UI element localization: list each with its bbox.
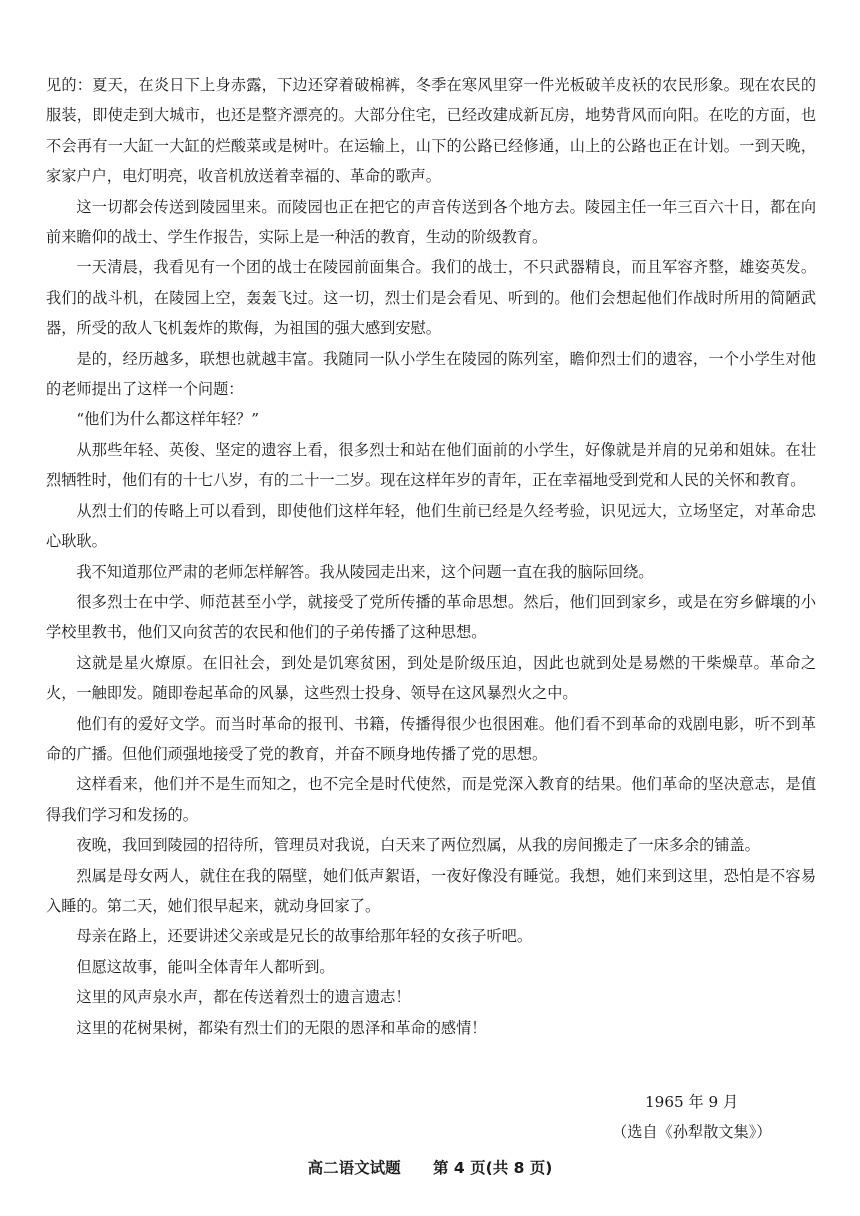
paragraph: 这一切都会传送到陵园里来。而陵园也正在把它的声音传送到各个地方去。陵园主任一年三百六十日，都在向前来瞻仰的战士、学生作报告，实际上是一种活的教育，生动的阶级教育。 xyxy=(46,197,816,247)
paragraph: 烈属是母女两人，就住在我的隔壁，她们低声絮语，一夜好像没有睡觉。我想，她们来到这里，恐怕是不容易入睡的。第二天，她们很早起来，就动身回家了。 xyxy=(46,866,816,915)
paragraph: 这里的风声泉水声，都在传送着烈士的遗言遗志！ xyxy=(76,988,411,1007)
paragraph: 这里的花树果树，都染有烈士们的无限的恩泽和革命的感情！ xyxy=(76,1018,487,1037)
article-date: 1965 年 9 月 xyxy=(645,1093,739,1111)
paragraph: 这样看来，他们并不是生而知之，也不完全是时代使然，而是党深入教育的结果。他们革命的坚决意志，是值得我们学习和发扬的。 xyxy=(46,775,816,824)
article-source: （选自《孙犁散文集》） xyxy=(612,1123,772,1141)
paragraph: 我不知道那位严肃的老师怎样解答。我从陵园走出来，这个问题一直在我的脑际回绕。 xyxy=(76,562,654,581)
paragraph: 一天清晨，我看见有一个团的战士在陵园前面集合。我们的战士，不只武器精良，而且军容齐整，雄姿英发。我们的战斗机，在陵园上空，轰轰飞过。这一切，烈士们是会看见、听到的。他们会想起他们作战时所用的简陋武器，所受的敌人飞机轰炸的欺侮，为祖国的强大感到安慰。 xyxy=(46,258,816,338)
paragraph: 母亲在路上，还要讲述父亲或是兄长的故事给那年轻的女孩子听吧。 xyxy=(76,927,533,946)
paragraph: 从那些年轻、英俊、坚定的遗容上看，很多烈士和站在他们面前的小学生，好像就是并肩的兄弟和姐妹。在壮烈牺牲时，他们有的十七八岁，有的二十一二岁。现在这样年岁的青年，正在幸福地受到党和人民的关怀和教育。 xyxy=(46,440,816,490)
footer-subject: 高二语文试题 xyxy=(307,1159,401,1177)
paragraph: 这就是星火燎原。在旧社会，到处是饥寒贫困，到处是阶级压迫，因此也就到处是易燃的干柴燥草。革命之火，一触即发。随即卷起革命的风暴，这些烈士投身、领导在这风暴烈火之中。 xyxy=(46,653,816,703)
page-footer xyxy=(0,1156,860,1178)
article-body xyxy=(46,70,816,1043)
paragraph: 是的，经历越多，联想也就越丰富。我随同一队小学生在陵园的陈列室，瞻仰烈士们的遗容，一个小学生对他的老师提出了这样一个问题： xyxy=(46,349,816,399)
paragraph: “他们为什么都这样年轻？” xyxy=(76,410,259,429)
paragraph: 夜晚，我回到陵园的招待所，管理员对我说，白天来了两位烈属，从我的房间搬走了一床多余的铺盖。 xyxy=(76,836,760,855)
paragraph: 但愿这故事，能叫全体青年人都听到。 xyxy=(76,957,335,976)
paragraph: 他们有的爱好文学。而当时革命的报刊、书籍，传播得很少也很困难。他们看不到革命的戏剧电影，听不到革命的广播。但他们顽强地接受了党的教育，并奋不顾身地传播了党的思想。 xyxy=(46,714,816,763)
footer-page-number: 第 4 页(共 8 页) xyxy=(433,1159,553,1177)
paragraph: 见的：夏天，在炎日下上身赤露，下边还穿着破棉裤，冬季在寒风里穿一件光板破羊皮袄的农民形象。现在农民的服装，即使走到大城市，也还是整齐漂亮的。大部分住宅，已经改建成新瓦房，地势背风而向阳。在吃的方面，也不会再有一大缸一大缸的烂酸菜或是树叶。在运输上，山下的公路已经修通，山上的公路也正在计划。一到天晚，家家户户，电灯明亮，收音机放送着幸福的、革命的歌声。 xyxy=(46,76,816,186)
paragraph: 从烈士们的传略上可以看到，即使他们这样年轻，他们生前已经是久经考验，识见远大，立场坚定，对革命忠心耿耿。 xyxy=(46,501,816,551)
paragraph: 很多烈士在中学、师范甚至小学，就接受了党所传播的革命思想。然后，他们回到家乡，或是在穷乡僻壤的小学校里教书，他们又向贫苦的农民和他们的子弟传播了这种思想。 xyxy=(46,592,816,642)
